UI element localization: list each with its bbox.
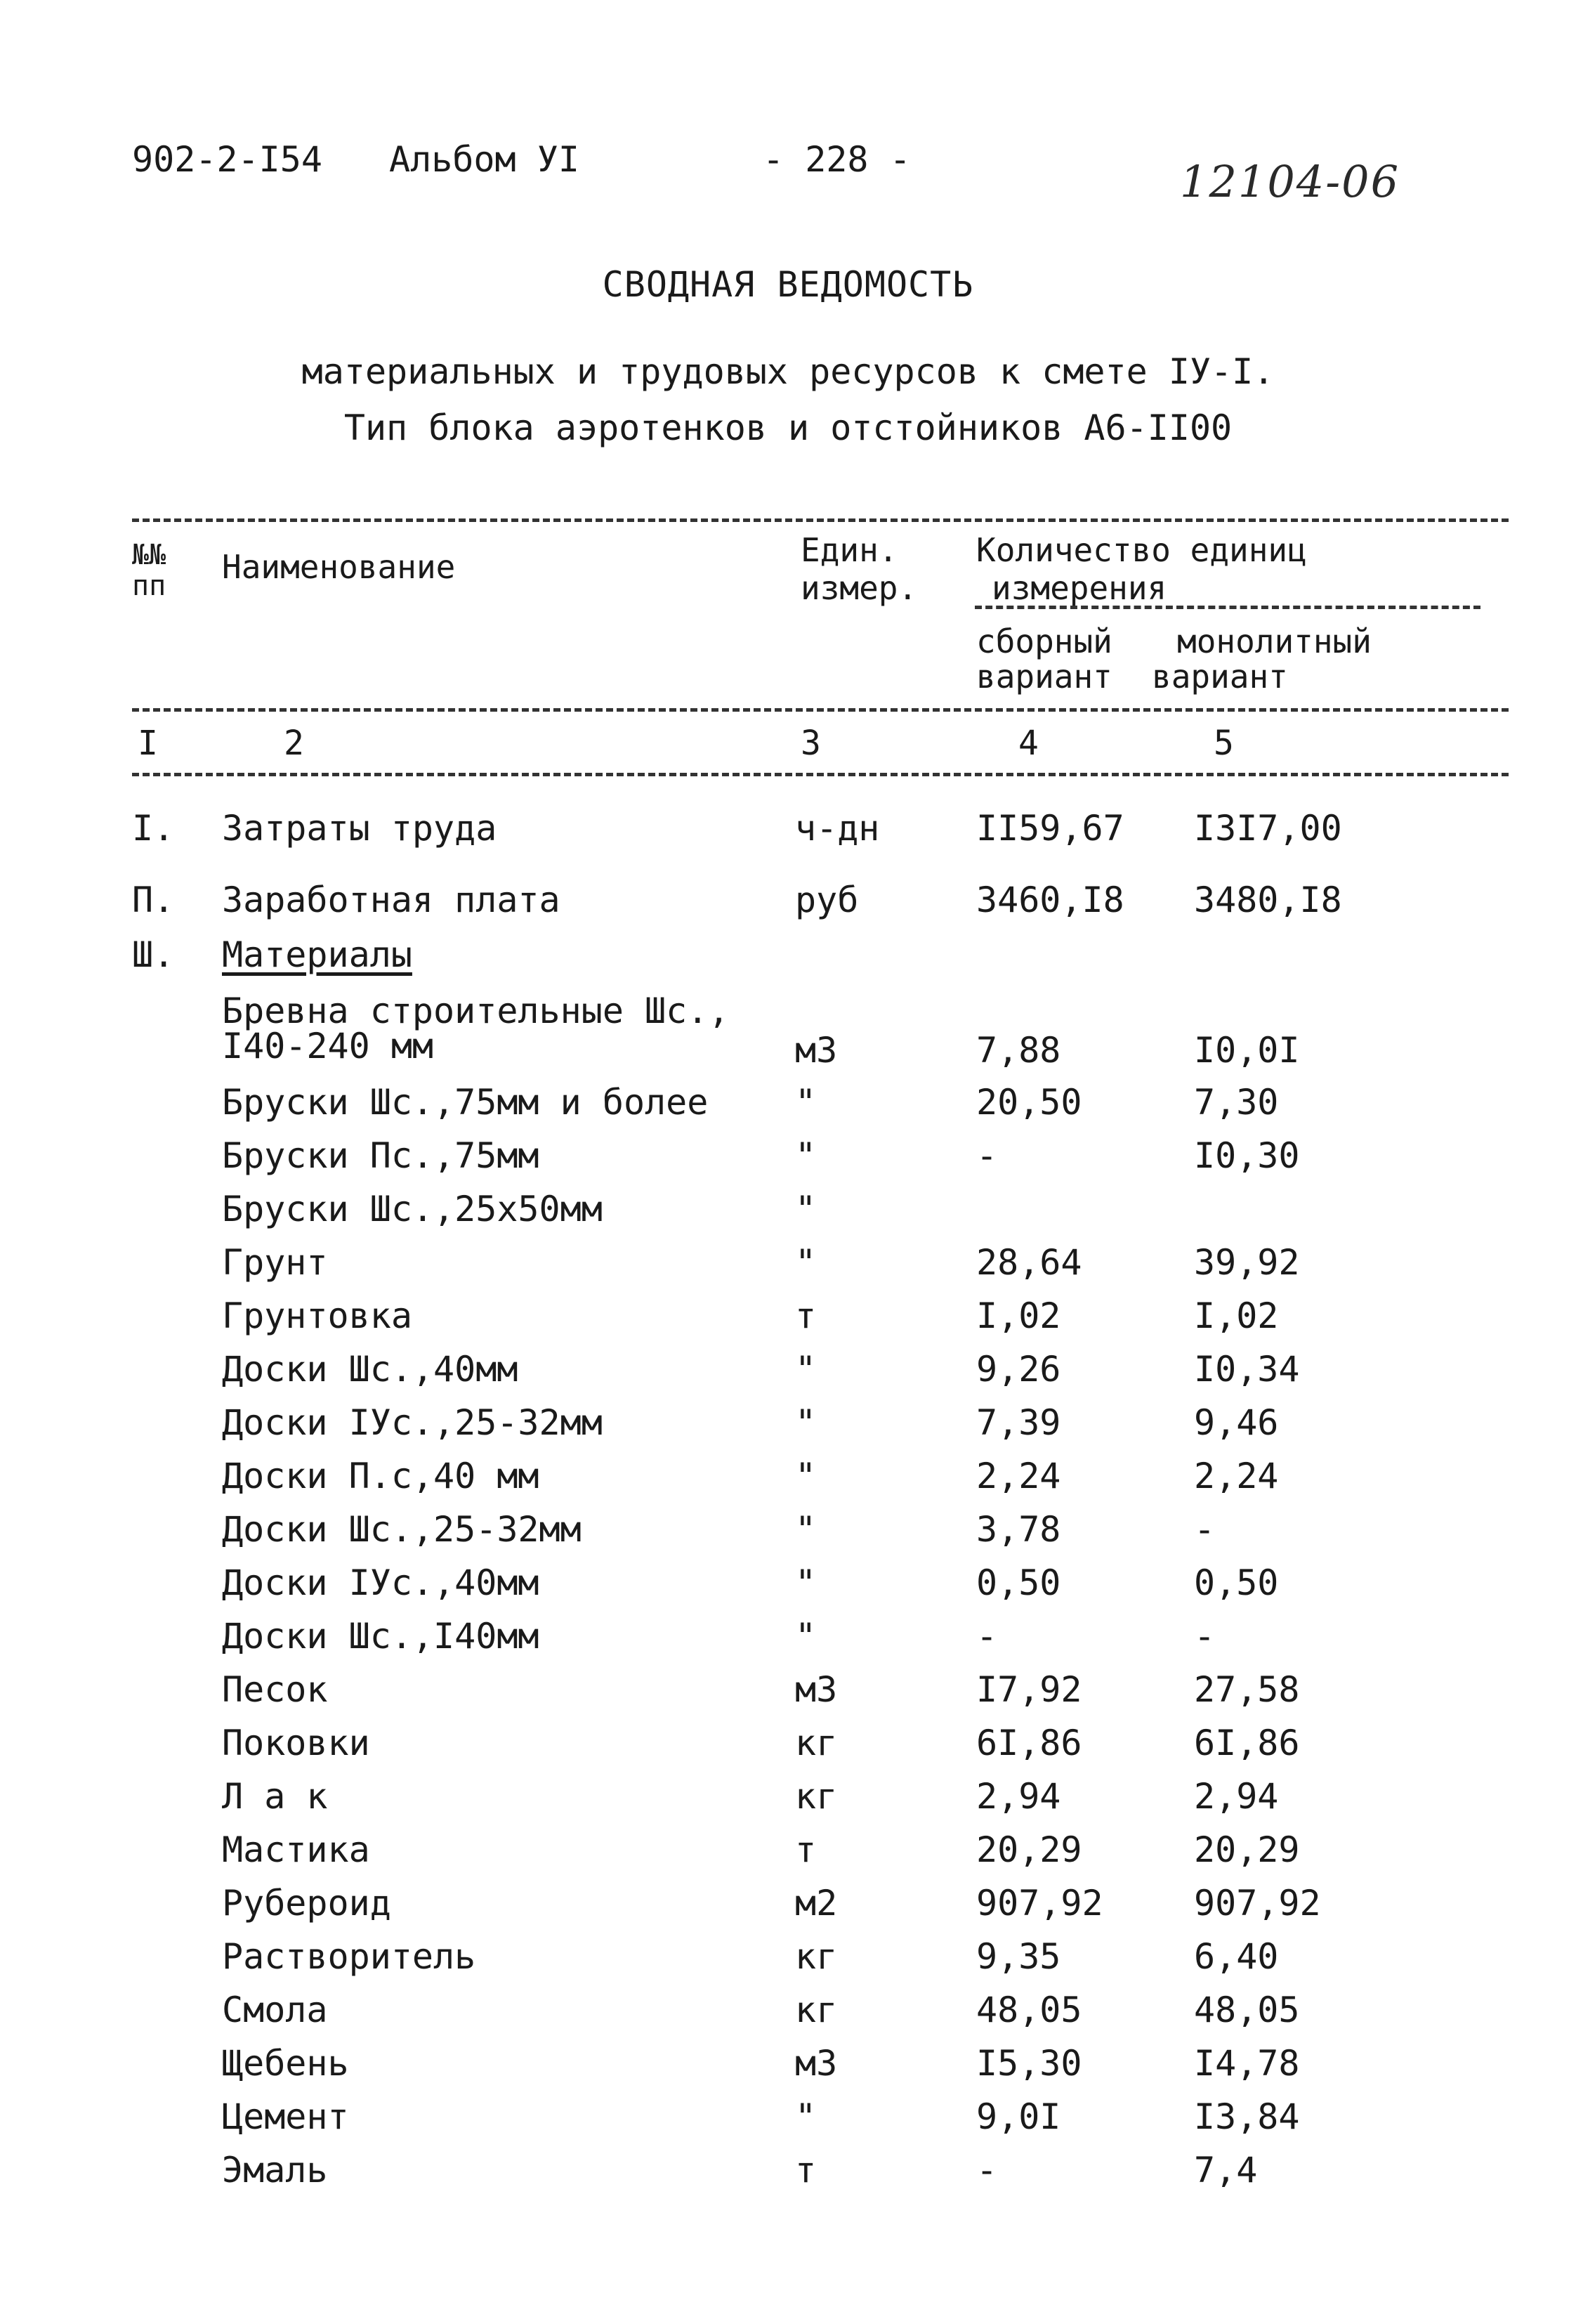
row-name: Щебень bbox=[222, 2043, 349, 2084]
row-unit: " bbox=[795, 1616, 817, 1657]
table-row bbox=[0, 934, 1576, 988]
col-number-4: 4 bbox=[1018, 724, 1039, 763]
table-row bbox=[0, 2043, 1576, 2096]
row-unit: " bbox=[795, 1349, 817, 1390]
row-value-monolithic: I,02 bbox=[1194, 1295, 1279, 1336]
row-value-monolithic: 27,58 bbox=[1194, 1669, 1300, 1710]
table-row bbox=[0, 1562, 1576, 1616]
table-row bbox=[0, 1936, 1576, 1990]
table-row bbox=[0, 2150, 1576, 2203]
table-row bbox=[0, 1990, 1576, 2043]
row-unit: ч-дн bbox=[795, 808, 880, 849]
header-qty-line2: измерения bbox=[992, 569, 1167, 607]
row-value-monolithic: 2,94 bbox=[1194, 1776, 1279, 1817]
row-number: Ш. bbox=[132, 934, 175, 975]
row-unit: " bbox=[795, 1456, 817, 1496]
row-value-prefab: 7,88 bbox=[976, 1030, 1061, 1071]
row-value-prefab: 9,0I bbox=[976, 2096, 1061, 2137]
row-name: Песок bbox=[222, 1669, 328, 1710]
row-value-prefab: I5,30 bbox=[976, 2043, 1082, 2084]
row-value-prefab: 28,64 bbox=[976, 1242, 1082, 1283]
table-row bbox=[0, 1883, 1576, 1936]
row-value-prefab: - bbox=[976, 2150, 998, 2191]
row-name: Грунтовка bbox=[222, 1295, 412, 1336]
row-value-monolithic: 9,46 bbox=[1194, 1402, 1279, 1443]
table-row bbox=[0, 1135, 1576, 1189]
row-name: Бруски Шс.,75мм и более bbox=[222, 1082, 709, 1123]
row-value-monolithic: 0,50 bbox=[1194, 1562, 1279, 1603]
row-unit: " bbox=[795, 1082, 817, 1123]
row-value-monolithic: - bbox=[1194, 1616, 1216, 1657]
row-value-monolithic: 2,24 bbox=[1194, 1456, 1279, 1496]
header-qty-line1: Количество единиц bbox=[976, 531, 1307, 569]
row-unit: т bbox=[795, 1295, 817, 1336]
column-numbers-rule bbox=[132, 773, 1509, 776]
row-value-monolithic: 20,29 bbox=[1194, 1829, 1300, 1870]
row-unit: кг bbox=[795, 1776, 838, 1817]
row-unit: т bbox=[795, 2150, 817, 2191]
row-value-prefab: - bbox=[976, 1616, 998, 1657]
header-variant1-line1: сборный bbox=[976, 622, 1112, 660]
header-unit-line1: Един. bbox=[801, 531, 898, 569]
row-value-prefab: 2,24 bbox=[976, 1456, 1061, 1496]
row-name: Мастика bbox=[222, 1829, 370, 1870]
header-name: Наименование bbox=[222, 548, 456, 586]
row-unit: кг bbox=[795, 1990, 838, 2030]
row-name: I40-240 мм bbox=[222, 1026, 434, 1066]
subtitle-line-2: Тип блока аэротенков и отстойников А6-II00 bbox=[343, 407, 1233, 448]
row-name: Материалы bbox=[222, 934, 412, 975]
row-value-monolithic: I0,34 bbox=[1194, 1349, 1300, 1390]
row-value-monolithic: 7,4 bbox=[1194, 2150, 1258, 2191]
row-unit: руб bbox=[795, 880, 859, 920]
row-name: Бруски Пс.,75мм bbox=[222, 1135, 539, 1176]
row-unit: м3 bbox=[795, 2043, 838, 2084]
row-number: I. bbox=[132, 808, 175, 849]
row-value-prefab: 7,39 bbox=[976, 1402, 1061, 1443]
row-value-prefab: 20,29 bbox=[976, 1829, 1082, 1870]
table-row bbox=[0, 1776, 1576, 1829]
row-unit: " bbox=[795, 1135, 817, 1176]
row-name: Растворитель bbox=[222, 1936, 476, 1977]
table-row bbox=[0, 1456, 1576, 1509]
table-row bbox=[0, 1349, 1576, 1402]
header-bottom-rule bbox=[132, 708, 1509, 712]
row-unit: м3 bbox=[795, 1030, 838, 1071]
header-variant2-line1: монолитный bbox=[1177, 622, 1372, 660]
col-number-3: 3 bbox=[801, 724, 821, 763]
row-name: Заработная плата bbox=[222, 880, 560, 920]
table-row bbox=[0, 1723, 1576, 1776]
header-num-line1: №№ bbox=[132, 539, 166, 571]
row-value-monolithic: I3,84 bbox=[1194, 2096, 1300, 2137]
row-value-monolithic: 6,40 bbox=[1194, 1936, 1279, 1977]
row-value-monolithic: I4,78 bbox=[1194, 2043, 1300, 2084]
table-row bbox=[0, 1026, 1576, 1079]
row-name: Эмаль bbox=[222, 2150, 328, 2191]
table-row bbox=[0, 1402, 1576, 1456]
table-row bbox=[0, 1295, 1576, 1349]
row-value-monolithic: - bbox=[1194, 1509, 1216, 1550]
row-value-prefab: 48,05 bbox=[976, 1990, 1082, 2030]
row-unit: м3 bbox=[795, 1669, 838, 1710]
table-row bbox=[0, 1616, 1576, 1669]
header-variant1-line2: вариант bbox=[976, 658, 1112, 696]
row-value-monolithic: I0,30 bbox=[1194, 1135, 1300, 1176]
row-name: Бревна строительные Шс., bbox=[222, 991, 730, 1031]
row-value-monolithic: I0,0I bbox=[1194, 1030, 1300, 1071]
row-unit: т bbox=[795, 1829, 817, 1870]
album-label: Альбом УI bbox=[389, 139, 579, 180]
handwritten-number: 12104-06 bbox=[1180, 156, 1400, 207]
table-top-rule bbox=[132, 518, 1509, 522]
row-value-monolithic: I3I7,00 bbox=[1194, 808, 1342, 849]
row-name: Доски IУс.,40мм bbox=[222, 1562, 539, 1603]
row-value-prefab: - bbox=[976, 1135, 998, 1176]
col-number-5: 5 bbox=[1214, 724, 1234, 763]
row-name: Смола bbox=[222, 1990, 328, 2030]
col-number-1: I bbox=[138, 724, 158, 763]
row-number: П. bbox=[132, 880, 175, 920]
row-name: Цемент bbox=[222, 2096, 349, 2137]
row-value-prefab: 907,92 bbox=[976, 1883, 1103, 1924]
row-value-monolithic: 39,92 bbox=[1194, 1242, 1300, 1283]
table-row bbox=[0, 2096, 1576, 2150]
row-value-prefab: 20,50 bbox=[976, 1082, 1082, 1123]
row-unit: кг bbox=[795, 1723, 838, 1763]
table-row bbox=[0, 880, 1576, 933]
row-name: Грунт bbox=[222, 1242, 328, 1283]
row-value-monolithic: 907,92 bbox=[1194, 1883, 1321, 1924]
row-value-monolithic: 48,05 bbox=[1194, 1990, 1300, 2030]
row-name: Доски IУс.,25-32мм bbox=[222, 1402, 603, 1443]
row-value-prefab: I7,92 bbox=[976, 1669, 1082, 1710]
row-name: Поковки bbox=[222, 1723, 370, 1763]
row-value-prefab: 6I,86 bbox=[976, 1723, 1082, 1763]
table-row bbox=[0, 1242, 1576, 1295]
row-name: Бруски Шс.,25х50мм bbox=[222, 1189, 603, 1229]
table-row bbox=[0, 808, 1576, 861]
header-variant2-line2: вариант bbox=[1152, 658, 1288, 696]
col-number-2: 2 bbox=[284, 724, 304, 763]
row-value-monolithic: 3480,I8 bbox=[1194, 880, 1342, 920]
header-num-line2: пп bbox=[132, 570, 166, 602]
row-name: Доски П.с,40 мм bbox=[222, 1456, 539, 1496]
header-qty-rule bbox=[975, 606, 1480, 609]
row-unit: " bbox=[795, 1509, 817, 1550]
table-row bbox=[0, 1829, 1576, 1883]
row-name: Доски Шс.,25-32мм bbox=[222, 1509, 582, 1550]
doc-code: 902-2-I54 bbox=[132, 139, 322, 180]
row-unit: " bbox=[795, 2096, 817, 2137]
row-name: Доски Шс.,I40мм bbox=[222, 1616, 539, 1657]
row-value-monolithic: 7,30 bbox=[1194, 1082, 1279, 1123]
row-unit: " bbox=[795, 1402, 817, 1443]
table-row bbox=[0, 1509, 1576, 1562]
row-name: Л а к bbox=[222, 1776, 328, 1817]
page-title: СВОДНАЯ ВЕДОМОСТЬ bbox=[602, 264, 974, 305]
row-value-prefab: 0,50 bbox=[976, 1562, 1061, 1603]
row-unit: кг bbox=[795, 1936, 838, 1977]
row-name: Доски Шс.,40мм bbox=[222, 1349, 518, 1390]
table-row bbox=[0, 1082, 1576, 1135]
row-value-prefab: 2,94 bbox=[976, 1776, 1061, 1817]
row-value-prefab: 3460,I8 bbox=[976, 880, 1124, 920]
row-value-prefab: II59,67 bbox=[976, 808, 1124, 849]
page-number: - 228 - bbox=[763, 139, 911, 180]
row-unit: " bbox=[795, 1562, 817, 1603]
row-name: Рубероид bbox=[222, 1883, 391, 1924]
row-unit: м2 bbox=[795, 1883, 838, 1924]
table-row bbox=[0, 1189, 1576, 1242]
row-unit: " bbox=[795, 1242, 817, 1283]
header-unit-line2: измер. bbox=[801, 569, 918, 607]
row-value-prefab: I,02 bbox=[976, 1295, 1061, 1336]
table-row bbox=[0, 1669, 1576, 1723]
row-name: Затраты труда bbox=[222, 808, 497, 849]
row-value-monolithic: 6I,86 bbox=[1194, 1723, 1300, 1763]
row-value-prefab: 3,78 bbox=[976, 1509, 1061, 1550]
subtitle-line-1: материальных и трудовых ресурсов к смете IУ-I. bbox=[301, 351, 1275, 392]
row-value-prefab: 9,26 bbox=[976, 1349, 1061, 1390]
row-unit: " bbox=[795, 1189, 817, 1229]
row-value-prefab: 9,35 bbox=[976, 1936, 1061, 1977]
